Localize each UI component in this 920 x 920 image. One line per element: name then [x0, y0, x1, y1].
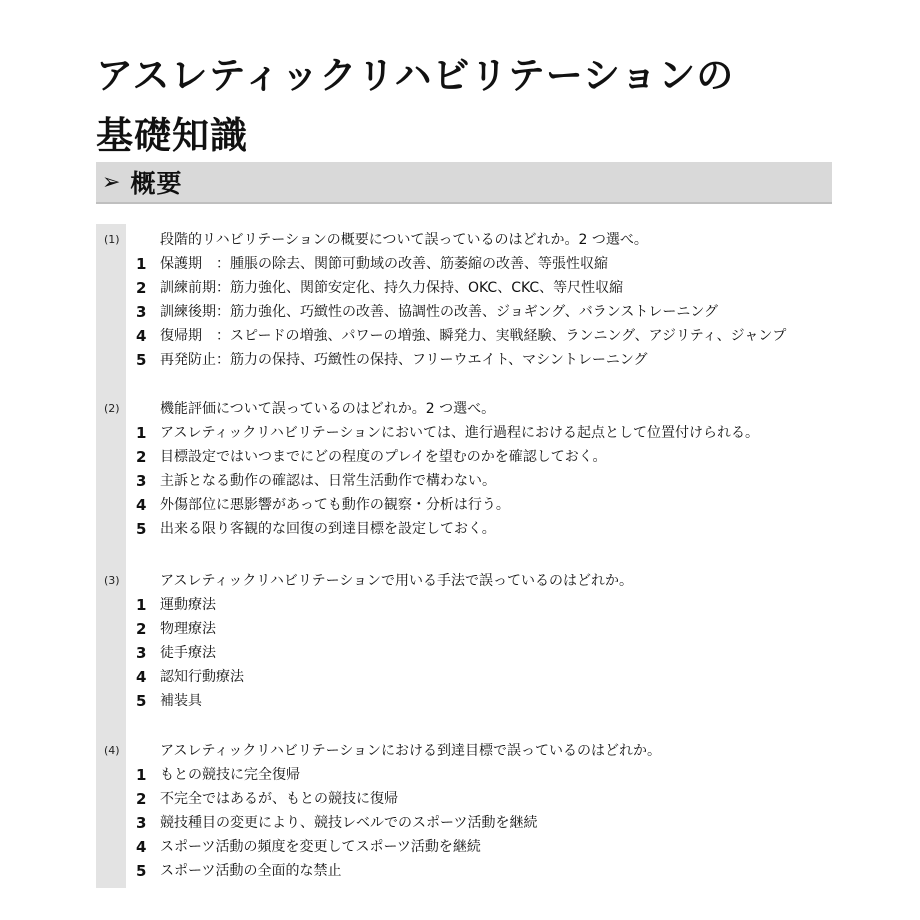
section-header: [96, 162, 832, 204]
option-text: スポーツ活動の全面的な禁止: [160, 863, 342, 879]
option-text: 補装具: [160, 693, 202, 709]
option-number: 1: [136, 424, 147, 442]
question-3: [96, 569, 856, 713]
option-text: 運動療法: [160, 597, 216, 613]
option-number: 3: [136, 472, 147, 490]
option-text: 再発防止：筋力の保持、巧緻性の保持、フリーウエイト、マシントレーニング: [160, 352, 648, 368]
option-text: 訓練後期：筋力強化、巧緻性の改善、協調性の改善、ジョギング、バランストレーニング: [160, 304, 719, 320]
question-text: 段階的リハビリテーションの概要について誤っているのはどれか。2 つ選べ。: [160, 232, 648, 248]
option-text: 競技種目の変更により、競技レベルでのスポーツ活動を継続: [160, 815, 538, 831]
question-number: (4): [104, 744, 120, 757]
option-item: [96, 252, 856, 276]
question-2: [96, 397, 856, 541]
option-item: [96, 689, 856, 713]
option-number: 4: [136, 327, 147, 345]
option-item: [96, 787, 856, 811]
option-text: 外傷部位に悪影響があっても動作の観察・分析は行う。: [160, 497, 510, 513]
option-text: 保護期 ：腫脹の除去、関節可動域の改善、筋萎縮の改善、等張性収縮: [160, 256, 608, 272]
arrow-icon: ➢: [102, 169, 121, 195]
option-item: [96, 421, 856, 445]
option-text: 不完全ではあるが、もとの競技に復帰: [160, 791, 398, 807]
option-item: [96, 324, 856, 348]
option-number: 2: [136, 279, 147, 297]
option-item: [96, 469, 856, 493]
option-item: [96, 641, 856, 665]
option-number: 2: [136, 790, 147, 808]
option-number: 4: [136, 496, 147, 514]
title-line-1: アスレティックリハビリテーションの: [96, 54, 735, 97]
option-text: 主訴となる動作の確認は、日常生活動作で構わない。: [160, 473, 496, 489]
option-item: [96, 300, 856, 324]
option-item: [96, 348, 856, 372]
option-item: [96, 665, 856, 689]
option-text: スポーツ活動の頻度を変更してスポーツ活動を継続: [160, 839, 481, 855]
option-number: 3: [136, 814, 147, 832]
option-number: 5: [136, 351, 147, 369]
option-number: 4: [136, 838, 147, 856]
option-item: [96, 517, 856, 541]
question-text: 機能評価について誤っているのはどれか。2 つ選べ。: [160, 401, 496, 417]
option-text: 徒手療法: [160, 645, 216, 661]
question-text: アスレティックリハビリテーションにおける到達目標で誤っているのはどれか。: [160, 743, 662, 759]
option-number: 3: [136, 644, 147, 662]
option-text: 物理療法: [160, 621, 216, 637]
option-text: 認知行動療法: [160, 669, 244, 685]
page-title: [96, 46, 876, 166]
option-number: 1: [136, 766, 147, 784]
question-number: (2): [104, 402, 120, 415]
question-number: (1): [104, 233, 120, 246]
option-number: 5: [136, 520, 147, 538]
option-text: もとの競技に完全復帰: [160, 767, 300, 783]
option-item: [96, 593, 856, 617]
question-4: [96, 739, 856, 883]
option-item: [96, 763, 856, 787]
question-number: (3): [104, 574, 120, 587]
option-number: 5: [136, 692, 147, 710]
section-title: 概要: [130, 169, 183, 198]
option-number: 2: [136, 448, 147, 466]
option-item: [96, 276, 856, 300]
option-item: [96, 811, 856, 835]
option-item: [96, 835, 856, 859]
question-text: アスレティックリハビリテーションで用いる手法で誤っているのはどれか。: [160, 573, 634, 589]
option-number: 1: [136, 596, 147, 614]
option-number: 5: [136, 862, 147, 880]
option-number: 2: [136, 620, 147, 638]
option-text: 復帰期 ：スピードの増強、パワーの増強、瞬発力、実戦経験、ランニング、アジリティ、ジャンプ: [160, 328, 787, 344]
option-number: 4: [136, 668, 147, 686]
option-item: [96, 617, 856, 641]
question-1: [96, 228, 856, 372]
option-item: [96, 859, 856, 883]
option-number: 3: [136, 303, 147, 321]
option-text: 訓練前期：筋力強化、関節安定化、持久力保持、OKC、CKC、等尺性収縮: [160, 280, 624, 296]
option-number: 1: [136, 255, 147, 273]
option-text: 出来る限り客観的な回復の到達目標を設定しておく。: [160, 521, 496, 537]
option-text: アスレティックリハビリテーションにおいては、進行過程における起点として位置付けられる。: [160, 425, 760, 441]
option-text: 目標設定ではいつまでにどの程度のプレイを望むのかを確認しておく。: [160, 449, 607, 465]
title-line-2: 基礎知識: [96, 114, 248, 157]
option-item: [96, 493, 856, 517]
option-item: [96, 445, 856, 469]
